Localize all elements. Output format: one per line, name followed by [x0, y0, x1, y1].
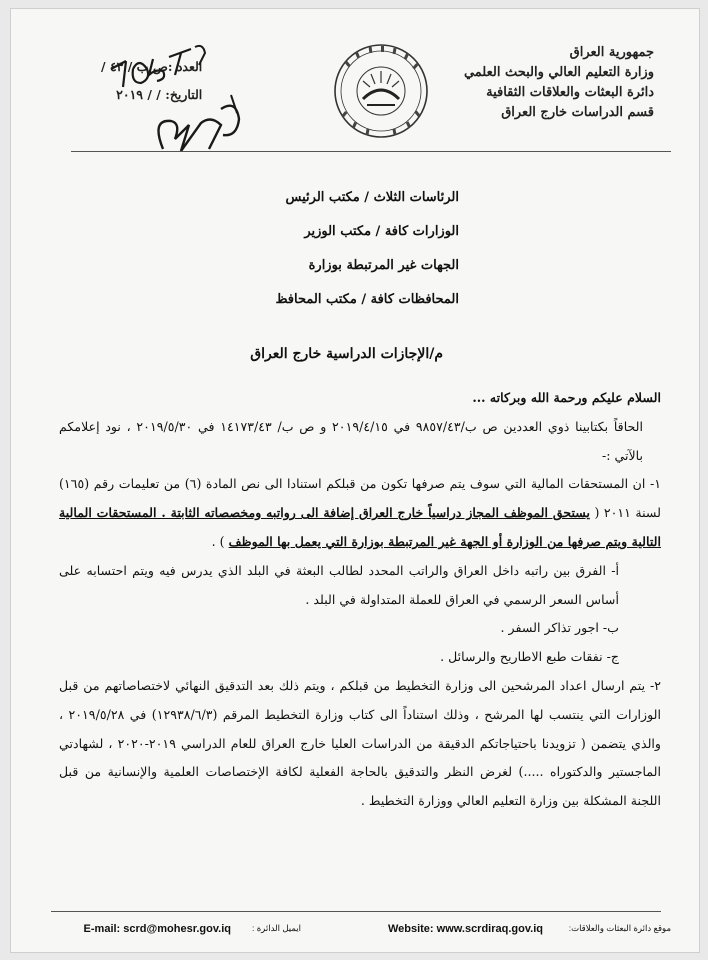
recipients-list	[11, 181, 699, 317]
letter-body	[59, 384, 661, 816]
issuer-ministry: وزارة التعليم العالي والبحث العلمي	[463, 65, 654, 80]
item-1-tail: ) .	[211, 533, 225, 549]
handwritten-annotation-icon	[71, 39, 251, 164]
ministry-seal-icon	[331, 41, 431, 141]
footer-email-link[interactable]: E-mail: scrd@mohesr.gov.iq	[83, 923, 231, 935]
greeting: السلام عليكم ورحمة الله وبركاته ...	[472, 390, 661, 405]
issuer-block	[464, 43, 654, 123]
reference-number: العدد :ص ب / ٤٣ /	[101, 59, 203, 74]
issuer-department: قسم الدراسات خارج العراق	[501, 105, 654, 120]
recipient-line: الجهات غير المرتبطة بوزارة	[308, 258, 459, 273]
footer	[39, 917, 671, 941]
footer-email-label: ايميل الدائرة :	[251, 923, 301, 933]
footer-divider	[51, 911, 661, 912]
letter-page	[10, 8, 700, 953]
subject-line: م/الإجازات الدراسية خارج العراق	[250, 346, 443, 362]
item-1-lead: ١- ان المستحقات المالية التي سوف يتم صرفها تكون من قبلكم استنادا الى نص المادة (٦) من تعليمات رقم (١٦٥) لسنة ٢٠١١ (	[59, 476, 661, 521]
item-2: ٢- يتم ارسال اعداد المرشحين الى وزارة التخطيط من قبلكم ، ويتم ذلك بعد التدقيق النهائي لاختصاصاتهم من قبل الوزارات التي ينتسب لها المرشح ، وذلك استناداً الى كتاب وزارة التخطيط المرقم (١٢٩٣٨/٦/٣) في ٢٠١٩/٥/٢٨ ، والذي يتضمن ( تزويدنا باحتياجاتكم الدقيقة من الدراسات العليا خارج العراق للعام الدراسي ٢٠١٩-٢٠٢٠ ، لشهادتي الماجستير والدكتوراه .....) لغرض النظر والتدقيق بالحاجة الفعلية لكافة الإختصاصات العلمية والإنسانية من قبل اللجنة المشكلة بين وزارة التعليم العالي ووزارة التخطيط .	[59, 677, 661, 809]
recipient-line: المحافظات كافة / مكتب المحافظ	[275, 292, 459, 307]
subitem-c: ج- نفقات طبع الاطاريح والرسائل .	[440, 649, 619, 665]
item-1	[59, 470, 661, 556]
footer-site-label: موقع دائرة البعثات والعلاقات:	[568, 923, 671, 933]
recipient-line: الرئاسات الثلاث / مكتب الرئيس	[285, 190, 459, 205]
header-divider	[71, 151, 671, 152]
subitem-a: أ- الفرق بين راتبه داخل العراق والراتب المحدد لطالب البعثة في البلد الذي يدرس فيه ويتم احتسابه على أساس السعر الرسمي في العراق للعملة المتداولة في البلد .	[59, 562, 619, 607]
subitem-b: ب- اجور تذاكر السفر .	[500, 620, 619, 636]
item-1-emphasis: يستحق الموظف المجاز دراسياً خارج العراق إضافة الى رواتبه ومخصصاته الثابتة . المستحقات المالية التالية ويتم صرفها من الوزارة أو الجهة غير المرتبطة بوزارة التي يعمل بها الموظف	[59, 505, 661, 549]
intro-paragraph: الحاقاً بكتابينا ذوي العددين ص ب/٩٨٥٧/٤٣ في ٢٠١٩/٤/١٥ و ص ب/ ١٤١٧٣/٤٣ في ٢٠١٩/٥/٣٠ ، نود إعلامكم بالآتي :-	[59, 418, 644, 463]
letterhead	[41, 29, 676, 154]
issuer-directorate: دائرة البعثات والعلاقات الثقافية	[486, 85, 654, 100]
recipient-line: الوزارات كافة / مكتب الوزير	[304, 224, 459, 239]
issuer-country: جمهورية العراق	[569, 45, 654, 60]
reference-date: التاريخ: / / ٢٠١٩	[116, 87, 203, 102]
footer-website-link[interactable]: Website: www.scrdiraq.gov.iq	[387, 923, 543, 935]
